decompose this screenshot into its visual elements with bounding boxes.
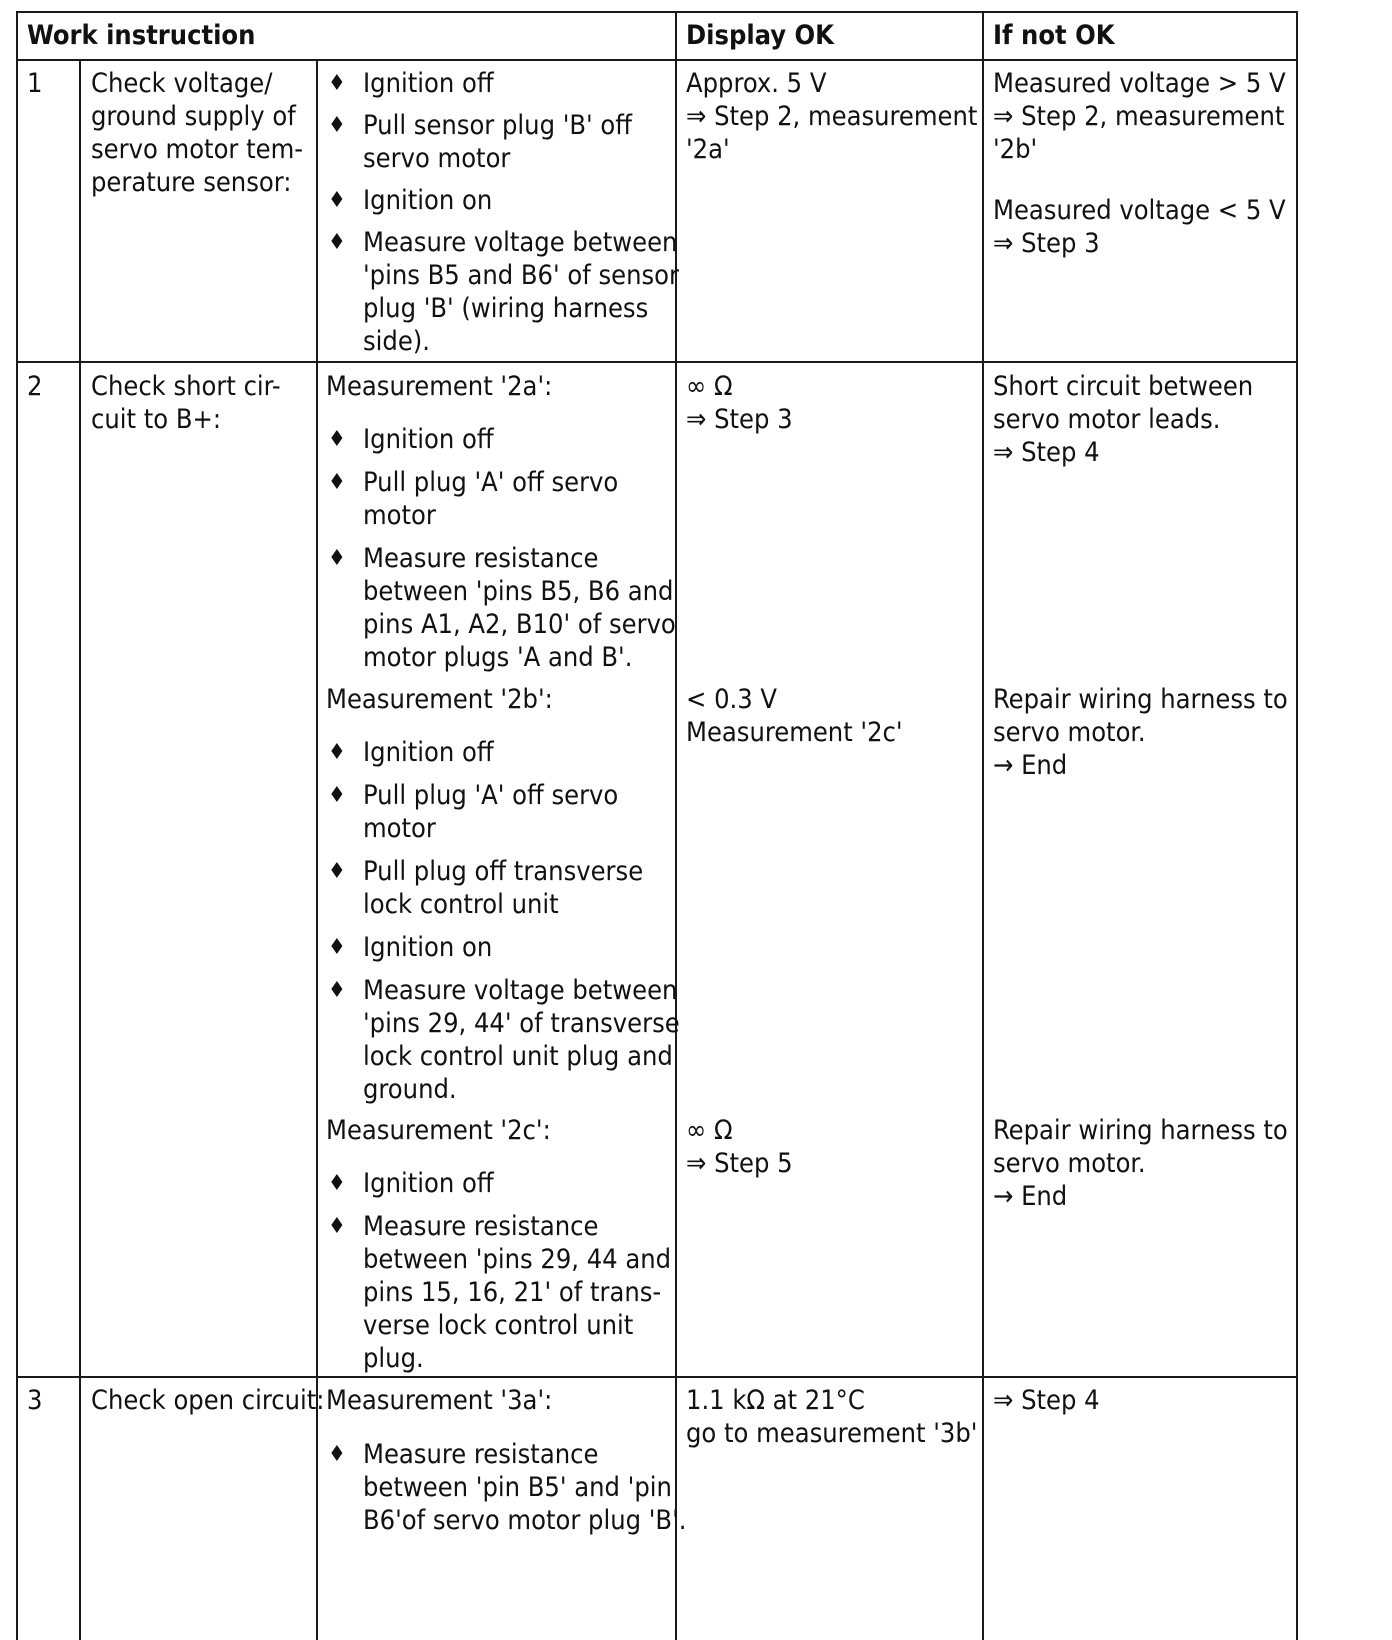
bullet-text: Pull plug 'A' off servo motor — [363, 467, 619, 531]
bullet-text: Pull sensor plug 'B' off servo motor — [363, 110, 633, 174]
bullet-text: Pull plug off transverse lock control unit — [363, 856, 644, 920]
col-divider-num — [79, 59, 81, 1640]
row-divider-2 — [16, 1376, 1298, 1378]
diamond-bullet-icon: ♦ — [328, 978, 346, 1003]
row-divider-1 — [16, 361, 1298, 363]
col-divider-ok — [982, 11, 984, 1640]
measurement-label: Measurement '2a': — [326, 371, 553, 402]
bullet-text: Pull plug 'A' off servo motor — [363, 780, 619, 844]
step-number: 3 — [27, 1385, 43, 1416]
diamond-bullet-icon: ♦ — [328, 1214, 346, 1239]
measurement-label: Measurement '2c': — [326, 1115, 551, 1146]
diamond-bullet-icon: ♦ — [328, 935, 346, 960]
bullet-text: Ignition off — [363, 68, 494, 99]
if-not-ok-text: Repair wiring harness to servo motor. → End — [993, 684, 1288, 781]
step-title: Check voltage/ ground supply of servo motor tem- perature sensor: — [91, 68, 304, 198]
measurement-label: Measurement '2b': — [326, 684, 553, 715]
diamond-bullet-icon: ♦ — [328, 783, 346, 808]
if-not-ok-text: Short circuit between servo motor leads. ⇒ Step 4 — [993, 371, 1254, 468]
header-work-instruction: Work instruction — [27, 20, 256, 51]
table-border-top — [16, 11, 1298, 13]
step-title: Check open circuit: — [91, 1385, 325, 1416]
header-display-ok: Display OK — [686, 20, 834, 51]
bullet-text: Measure voltage between 'pins 29, 44' of transverse lock control unit plug and ground. — [363, 975, 680, 1105]
bullet-text: Ignition off — [363, 424, 494, 455]
diamond-bullet-icon: ♦ — [328, 1442, 346, 1467]
bullet-text: Measure resistance between 'pin B5' and 'pin B6'of servo motor plug 'B'. — [363, 1439, 687, 1536]
diamond-bullet-icon: ♦ — [328, 71, 346, 96]
diamond-bullet-icon: ♦ — [328, 1171, 346, 1196]
if-not-ok-text: Measured voltage < 5 V ⇒ Step 3 — [993, 195, 1286, 259]
measurement-label: Measurement '3a': — [326, 1385, 553, 1416]
bullet-text: Ignition on — [363, 932, 493, 963]
diamond-bullet-icon: ♦ — [328, 740, 346, 765]
header-divider — [16, 59, 1298, 61]
diamond-bullet-icon: ♦ — [328, 859, 346, 884]
if-not-ok-text: ⇒ Step 4 — [993, 1385, 1100, 1416]
step-number: 1 — [27, 68, 43, 99]
table-border-right — [1296, 11, 1298, 1640]
table-border-left — [16, 11, 18, 1640]
display-ok-text: ∞ Ω ⇒ Step 5 — [686, 1115, 793, 1179]
if-not-ok-text: Repair wiring harness to servo motor. → End — [993, 1115, 1288, 1212]
display-ok-text: Approx. 5 V ⇒ Step 2, measurement '2a' — [686, 68, 978, 165]
display-ok-text: 1.1 kΩ at 21°C go to measurement '3b' — [686, 1385, 978, 1449]
diamond-bullet-icon: ♦ — [328, 188, 346, 213]
diamond-bullet-icon: ♦ — [328, 546, 346, 571]
step-number: 2 — [27, 371, 43, 402]
step-title: Check short cir- cuit to B+: — [91, 371, 281, 435]
bullet-text: Measure resistance between 'pins 29, 44 and pins 15, 16, 21' of trans- verse lock control unit plug. — [363, 1211, 672, 1374]
if-not-ok-text: Measured voltage > 5 V ⇒ Step 2, measurement '2b' — [993, 68, 1286, 165]
bullet-text: Ignition off — [363, 1168, 494, 1199]
display-ok-text: < 0.3 V Measurement '2c' — [686, 684, 903, 748]
header-if-not-ok: If not OK — [993, 20, 1115, 51]
diamond-bullet-icon: ♦ — [328, 230, 346, 255]
bullet-text: Measure resistance between 'pins B5, B6 and pins A1, A2, B10' of servo motor plugs 'A and B'. — [363, 543, 676, 673]
diamond-bullet-icon: ♦ — [328, 113, 346, 138]
display-ok-text: ∞ Ω ⇒ Step 3 — [686, 371, 793, 435]
diamond-bullet-icon: ♦ — [328, 427, 346, 452]
bullet-text: Measure voltage between 'pins B5 and B6' of sensor plug 'B' (wiring harness side). — [363, 227, 679, 357]
bullet-text: Ignition on — [363, 185, 493, 216]
diamond-bullet-icon: ♦ — [328, 470, 346, 495]
bullet-text: Ignition off — [363, 737, 494, 768]
